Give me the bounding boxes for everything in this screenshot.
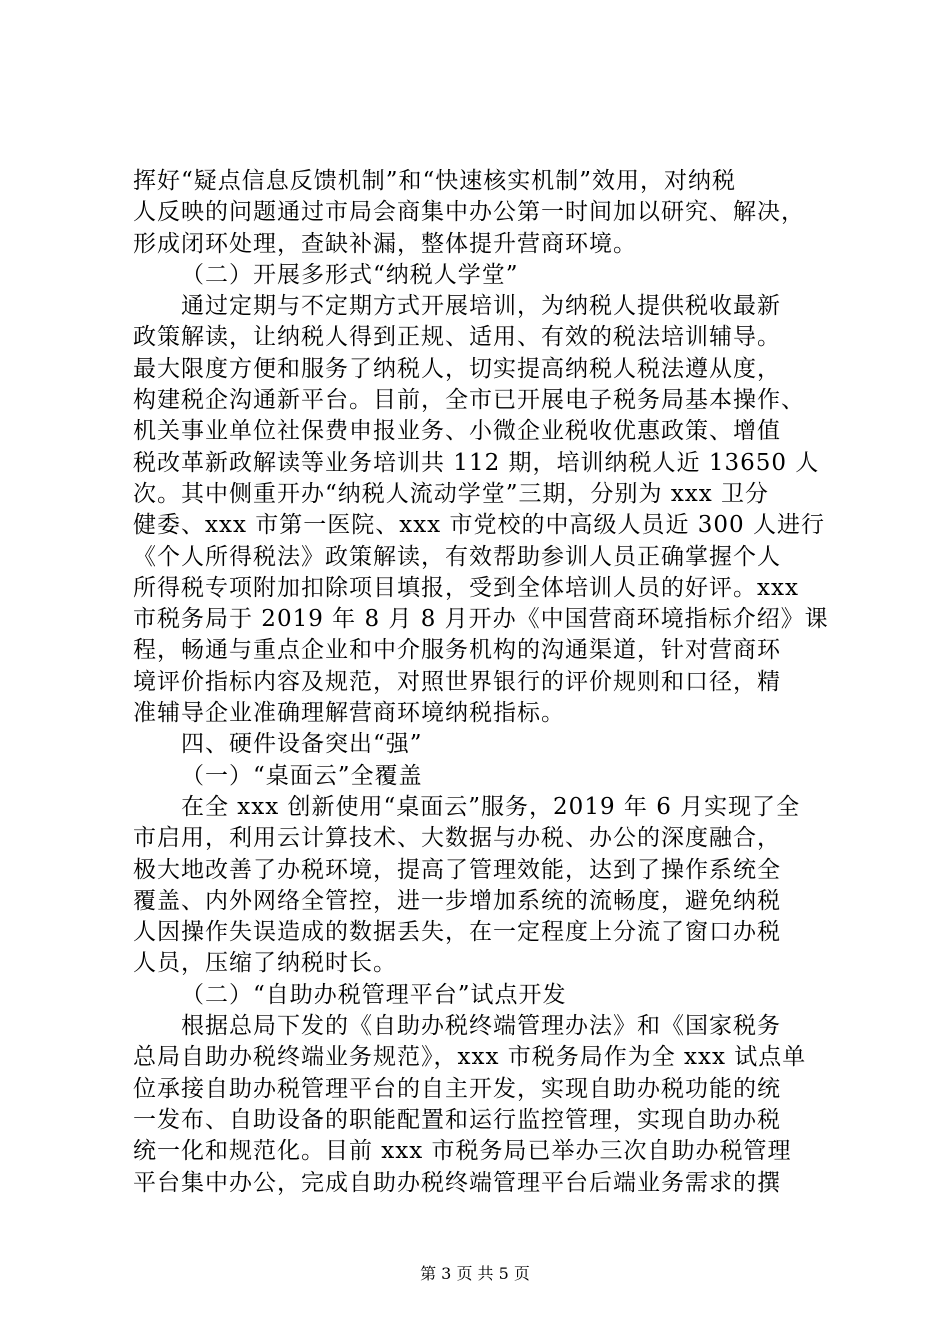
text-line: 在全 xxx 创新使用“桌面云”服务，2019 年 6 月实现了全 [181, 793, 801, 820]
text-line: 根据总局下发的《自助办税终端管理办法》和《国家税务 [181, 1013, 781, 1040]
text-line: 健委、xxx 市第一医院、xxx 市党校的中高级人员近 300 人进行 [133, 512, 825, 539]
section-heading: （二）开展多形式“纳税人学堂” [181, 261, 519, 288]
text-line: 次。其中侧重开办“纳税人流动学堂”三期，分别为 xxx 卫分 [133, 480, 770, 507]
text-line: 覆盖、内外网络全管控，进一步增加系统的流畅度，避免纳税 [133, 887, 781, 914]
text-line: 税改革新政解读等业务培训共 112 期，培训纳税人近 13650 人 [133, 449, 820, 476]
section-heading: （二）“自助办税管理平台”试点开发 [181, 981, 567, 1008]
text-line: 形成闭环处理，查缺补漏，整体提升营商环境。 [133, 230, 637, 257]
text-line: 市启用，利用云计算技术、大数据与办税、办公的深度融合， [133, 825, 781, 852]
text-line: 准辅导企业准确理解营商环境纳税指标。 [133, 700, 565, 727]
text-line: 人反映的问题通过市局会商集中办公第一时间加以研究、解决， [133, 199, 805, 226]
text-line: 平台集中办公，完成自助办税终端管理平台后端业务需求的撰 [133, 1169, 781, 1196]
text-line: 位承接自助办税管理平台的自主开发，实现自助办税功能的统 [133, 1075, 781, 1102]
text-line: 总局自助办税终端业务规范》，xxx 市税务局作为全 xxx 试点单 [133, 1044, 807, 1071]
section-heading: 四、硬件设备突出“强” [181, 731, 423, 758]
text-line: 一发布、自助设备的职能配置和运行监控管理，实现自助办税 [133, 1106, 781, 1133]
text-line: 机关事业单位社保费申报业务、小微企业税收优惠政策、增值 [133, 418, 781, 445]
text-line: 《个人所得税法》政策解读，有效帮助参训人员正确掌握个人 [133, 543, 781, 570]
text-line: 最大限度方便和服务了纳税人，切实提高纳税人税法遵从度， [133, 355, 781, 382]
text-line: 极大地改善了办税环境，提高了管理效能，达到了操作系统全 [133, 856, 781, 883]
text-line: 政策解读，让纳税人得到正规、适用、有效的税法培训辅导。 [133, 324, 781, 351]
text-line: 统一化和规范化。目前 xxx 市税务局已举办三次自助办税管理 [133, 1138, 792, 1165]
section-heading: （一）“桌面云”全覆盖 [181, 762, 423, 789]
text-line: 所得税专项附加扣除项目填报，受到全体培训人员的好评。xxx [133, 574, 799, 601]
text-line: 人因操作失误造成的数据丢失，在一定程度上分流了窗口办税 [133, 919, 781, 946]
text-line: 人员，压缩了纳税时长。 [133, 950, 397, 977]
text-line: 市税务局于 2019 年 8 月 8 月开办《中国营商环境指标介绍》课 [133, 606, 829, 633]
text-line: 挥好“疑点信息反馈机制”和“快速核实机制”效用，对纳税 [133, 168, 737, 194]
text-line: 构建税企沟通新平台。目前，全市已开展电子税务局基本操作、 [133, 387, 805, 414]
text-line: 程，畅通与重点企业和中介服务机构的沟通渠道，针对营商环 [133, 637, 781, 664]
page-footer: 第 3 页 共 5 页 [420, 1264, 530, 1283]
text-line: 通过定期与不定期方式开展培训，为纳税人提供税收最新 [181, 293, 781, 320]
document-body [133, 166, 833, 1199]
text-line: 境评价指标内容及规范，对照世界银行的评价规则和口径，精 [133, 668, 781, 695]
